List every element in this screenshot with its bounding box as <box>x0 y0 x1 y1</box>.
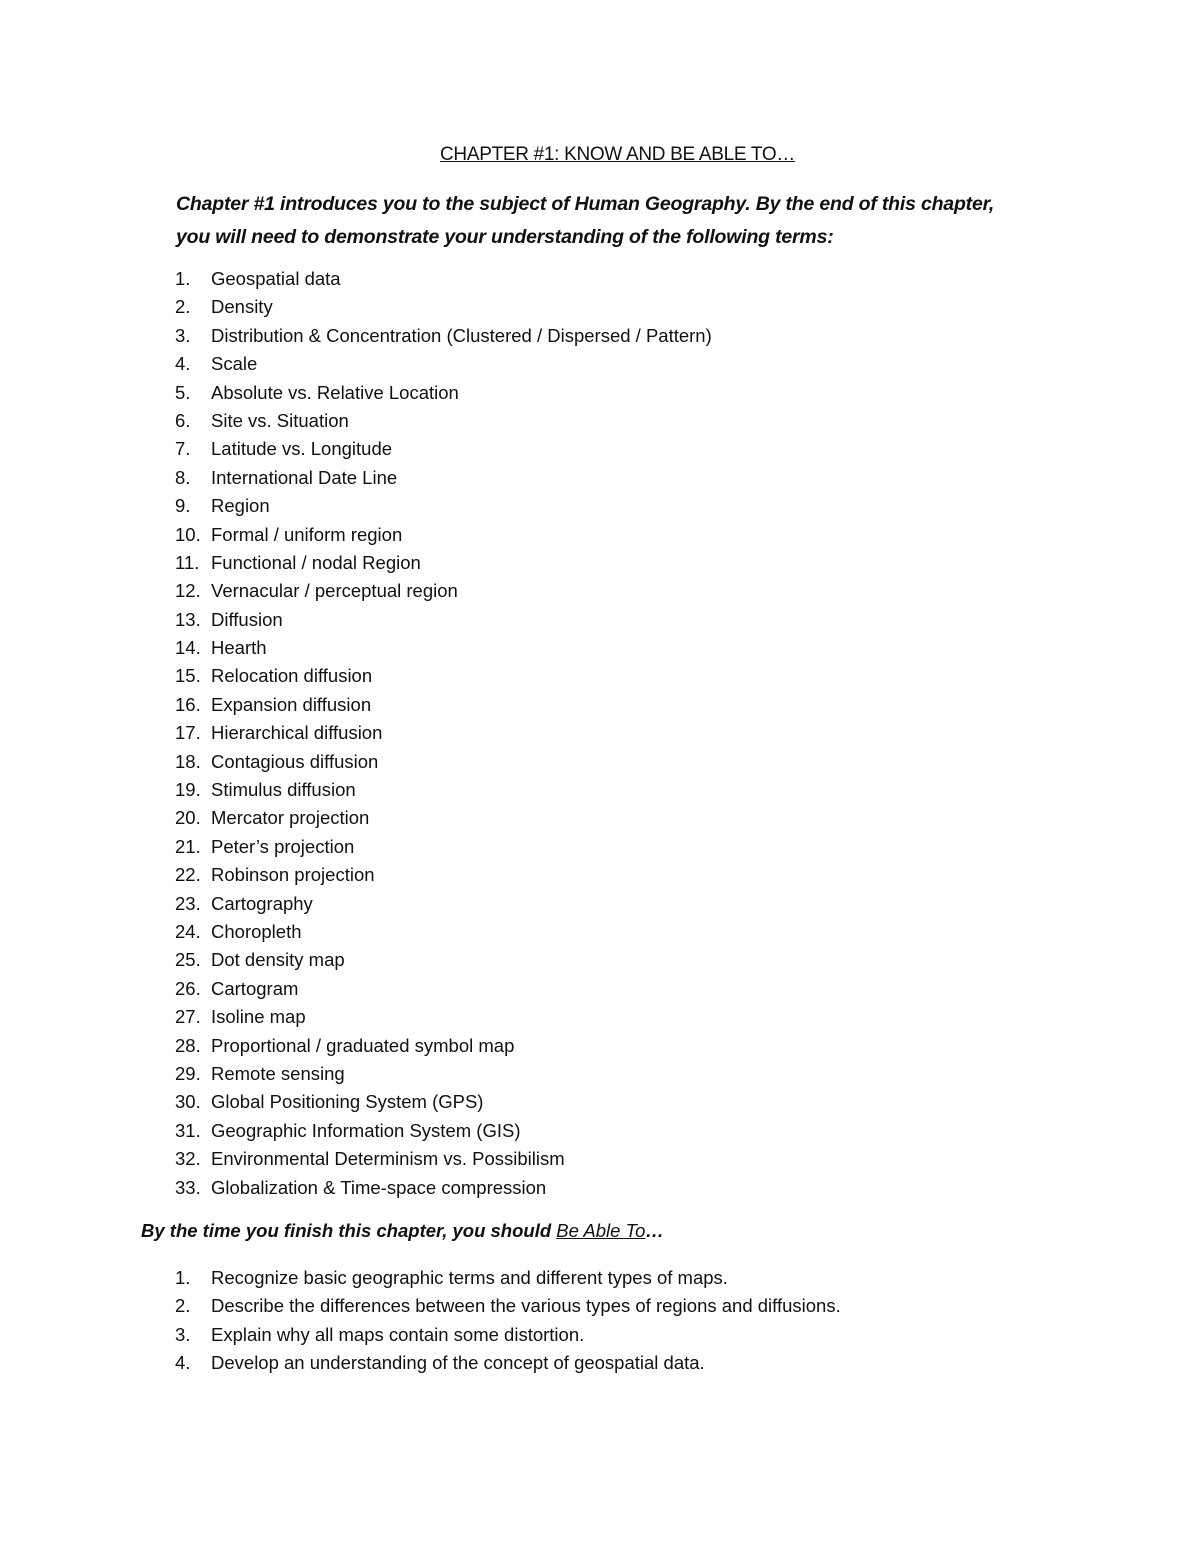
item-number: 30. <box>175 1091 201 1113</box>
item-number: 17. <box>175 722 201 744</box>
item-text: Global Positioning System (GPS) <box>211 1091 484 1113</box>
item-number: 2. <box>175 1295 191 1317</box>
intro-line-1: Chapter #1 introduces you to the subject of Human Geography. By the end of this chapter, <box>176 193 995 215</box>
item-text: Globalization & Time-space compression <box>211 1176 547 1198</box>
item-number: 2. <box>175 296 191 318</box>
item-number: 28. <box>175 1034 201 1056</box>
item-text: Region <box>211 495 270 517</box>
item-text: Recognize basic geographic terms and different types of maps. <box>211 1267 728 1288</box>
item-text: Relocation diffusion <box>211 665 373 687</box>
item-text: Expansion diffusion <box>211 693 372 715</box>
item-text: Cartogram <box>211 977 299 999</box>
item-number: 3. <box>175 1323 191 1345</box>
item-number: 12. <box>175 580 201 602</box>
item-text: Stimulus diffusion <box>211 779 356 801</box>
item-number: 33. <box>175 1176 201 1198</box>
item-number: 13. <box>175 608 201 630</box>
item-text: Explain why all maps contain some distortion. <box>211 1323 585 1345</box>
item-number: 26. <box>175 977 201 999</box>
item-number: 11. <box>175 551 200 573</box>
intro-line-2: you will need to demonstrate your understanding of the following terms: <box>176 226 834 248</box>
item-number: 21. <box>175 835 201 857</box>
item-text: Dot density map <box>211 949 345 971</box>
item-number: 29. <box>175 1062 201 1084</box>
item-text: Site vs. Situation <box>211 409 349 431</box>
item-text: Vernacular / perceptual region <box>211 580 458 602</box>
item-text: Diffusion <box>211 608 283 630</box>
item-number: 27. <box>175 1006 201 1028</box>
item-text: Distribution & Concentration (Clustered / Dispersed / Pattern) <box>211 324 712 346</box>
item-text: Latitude vs. Longitude <box>211 438 393 460</box>
item-text: Environmental Determinism vs. Possibilism <box>211 1148 565 1170</box>
item-text: Proportional / graduated symbol map <box>211 1034 515 1056</box>
item-text: Choropleth <box>211 920 302 942</box>
item-number: 10. <box>175 523 201 545</box>
item-text: Geographic Information System (GIS) <box>211 1119 521 1141</box>
item-number: 18. <box>175 750 201 772</box>
item-text: Hierarchical diffusion <box>211 722 383 744</box>
item-number: 1. <box>175 268 191 289</box>
item-text: Density <box>211 296 273 318</box>
heading-ellipsis: … <box>645 1220 664 1241</box>
item-text: Peter’s projection <box>211 835 355 857</box>
intro-paragraph <box>176 188 1076 254</box>
item-number: 9. <box>175 495 191 517</box>
item-number: 4. <box>175 353 191 375</box>
item-text: Functional / nodal Region <box>211 551 421 573</box>
item-number: 16. <box>175 693 201 715</box>
item-text: Formal / uniform region <box>211 523 403 545</box>
item-text: Geospatial data <box>211 268 341 289</box>
item-number: 3. <box>175 324 191 346</box>
item-number: 32. <box>175 1148 201 1170</box>
item-number: 15. <box>175 665 201 687</box>
item-number: 8. <box>175 466 191 488</box>
item-number: 19. <box>175 779 201 801</box>
item-text: Remote sensing <box>211 1062 345 1084</box>
item-number: 7. <box>175 438 191 460</box>
item-number: 24. <box>175 920 201 942</box>
item-number: 23. <box>175 892 201 914</box>
item-text: Contagious diffusion <box>211 750 379 772</box>
be-able-to-heading <box>141 1220 664 1242</box>
item-number: 14. <box>175 637 201 659</box>
item-text: Describe the differences between the various types of regions and diffusions. <box>211 1295 841 1317</box>
item-text: Isoline map <box>211 1006 306 1028</box>
item-text: Hearth <box>211 637 267 659</box>
item-number: 6. <box>175 409 191 431</box>
heading-lead: By the time you finish this chapter, you should <box>141 1220 557 1241</box>
item-text: Cartography <box>211 892 313 914</box>
item-number: 5. <box>175 381 191 403</box>
item-number: 31. <box>175 1119 201 1141</box>
item-text: Robinson projection <box>211 864 375 886</box>
item-number: 25. <box>175 949 201 971</box>
item-text: Develop an understanding of the concept of geospatial data. <box>211 1352 705 1374</box>
be-able-to-underlined: Be Able To <box>556 1220 646 1241</box>
item-number: 22. <box>175 864 201 886</box>
item-text: Scale <box>211 353 258 375</box>
page-title: CHAPTER #1: KNOW AND BE ABLE TO… <box>439 144 796 165</box>
item-number: 4. <box>175 1352 191 1374</box>
item-text: International Date Line <box>211 466 398 488</box>
item-text: Mercator projection <box>211 807 370 829</box>
item-number: 1. <box>175 1267 191 1288</box>
item-text: Absolute vs. Relative Location <box>211 381 459 403</box>
item-number: 20. <box>175 807 201 829</box>
